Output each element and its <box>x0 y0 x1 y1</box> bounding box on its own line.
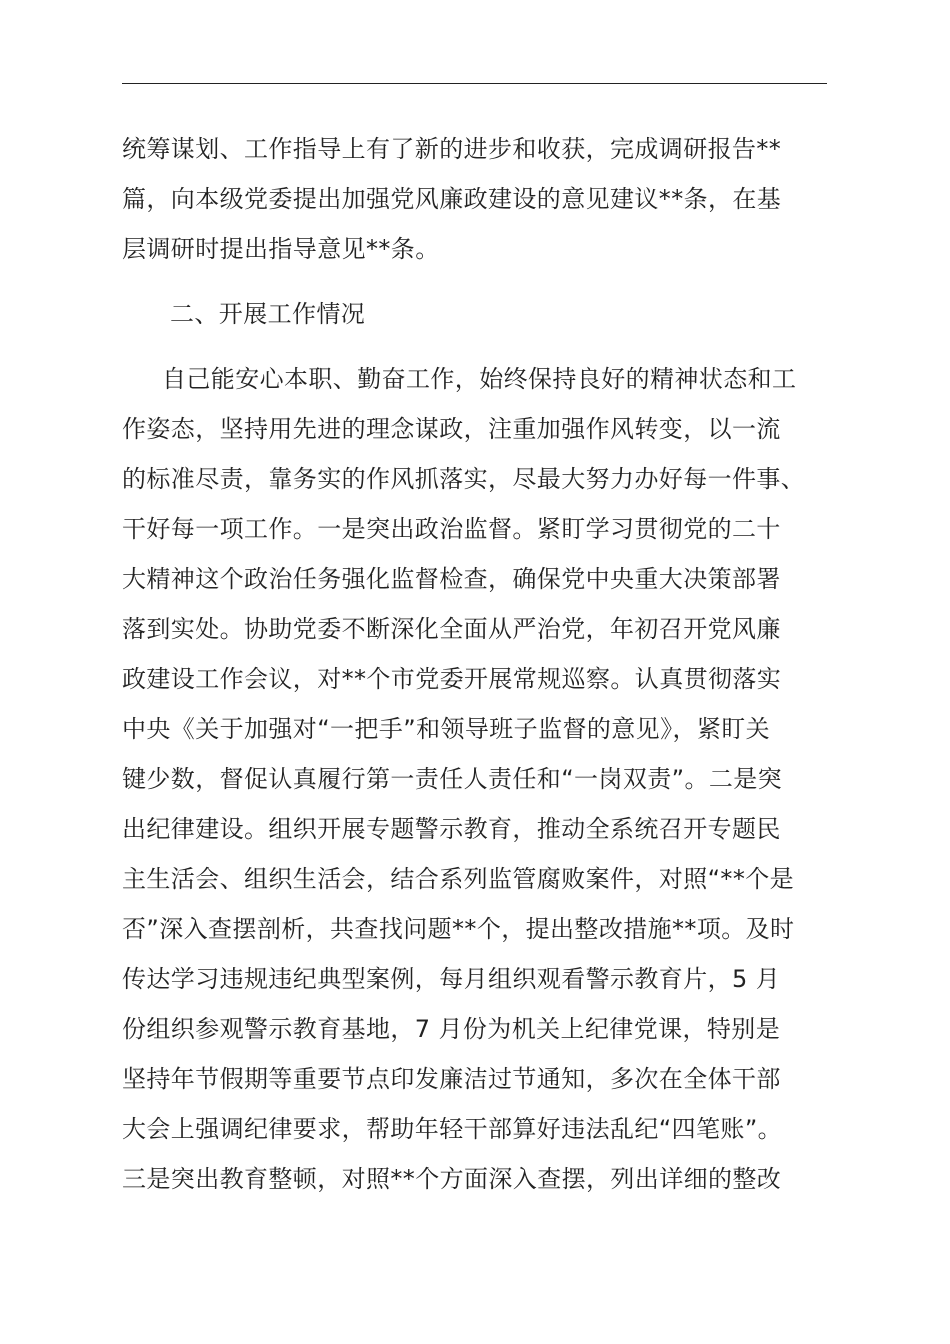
paragraph-2-line-12: 否”深入查摆剖析，共查找问题**个，提出整改措施**项。及时 <box>122 915 795 943</box>
paragraph-1-line-2: 篇，向本级党委提出加强党风廉政建设的意见建议**条，在基 <box>122 185 782 213</box>
paragraph-2-line-9: 键少数，督促认真履行第一责任人责任和“一岗双责”。二是突 <box>122 765 783 793</box>
header-rule <box>122 83 827 84</box>
paragraph-2-line-11: 主生活会、组织生活会，结合系列监管腐败案件，对照“**个是 <box>122 865 795 893</box>
paragraph-2-line-4: 干好每一项工作。一是突出政治监督。紧盯学习贯彻党的二十 <box>122 515 781 543</box>
paragraph-2-line-8: 中央《关于加强对“一把手”和领导班子监督的意见》，紧盯关 <box>122 715 771 743</box>
paragraph-2-line-3: 的标准尽责，靠务实的作风抓落实，尽最大努力办好每一件事、 <box>122 465 806 493</box>
paragraph-2-line-10: 出纪律建设。组织开展专题警示教育，推动全系统召开专题民 <box>122 815 781 843</box>
paragraph-2-line-6: 落到实处。协助党委不断深化全面从严治党，年初召开党风廉 <box>122 615 781 643</box>
paragraph-2-line-7: 政建设工作会议，对**个市党委开展常规巡察。认真贯彻落实 <box>122 665 782 693</box>
paragraph-2-line-5: 大精神这个政治任务强化监督检查，确保党中央重大决策部署 <box>122 565 781 593</box>
paragraph-2-line-13: 传达学习违规违纪典型案例，每月组织观看警示教育片，5 月 <box>122 965 781 993</box>
paragraph-1-line-1: 统筹谋划、工作指导上有了新的进步和收获，完成调研报告** <box>122 135 782 163</box>
paragraph-2-line-15: 坚持年节假期等重要节点印发廉洁过节通知，多次在全体干部 <box>122 1065 781 1093</box>
section-heading: 二、开展工作情况 <box>170 300 366 328</box>
paragraph-2-line-17: 三是突出教育整顿，对照**个方面深入查摆，列出详细的整改 <box>122 1165 782 1193</box>
paragraph-2-line-1: 自己能安心本职、勤奋工作，始终保持良好的精神状态和工 <box>162 365 797 393</box>
paragraph-1-line-3: 层调研时提出指导意见**条。 <box>122 235 440 263</box>
paragraph-2-line-16: 大会上强调纪律要求，帮助年轻干部算好违法乱纪“四笔账”。 <box>122 1115 783 1143</box>
paragraph-2-line-2: 作姿态，坚持用先进的理念谋政，注重加强作风转变，以一流 <box>122 415 781 443</box>
paragraph-2-line-14: 份组织参观警示教育基地，7 月份为机关上纪律党课，特别是 <box>122 1015 781 1043</box>
